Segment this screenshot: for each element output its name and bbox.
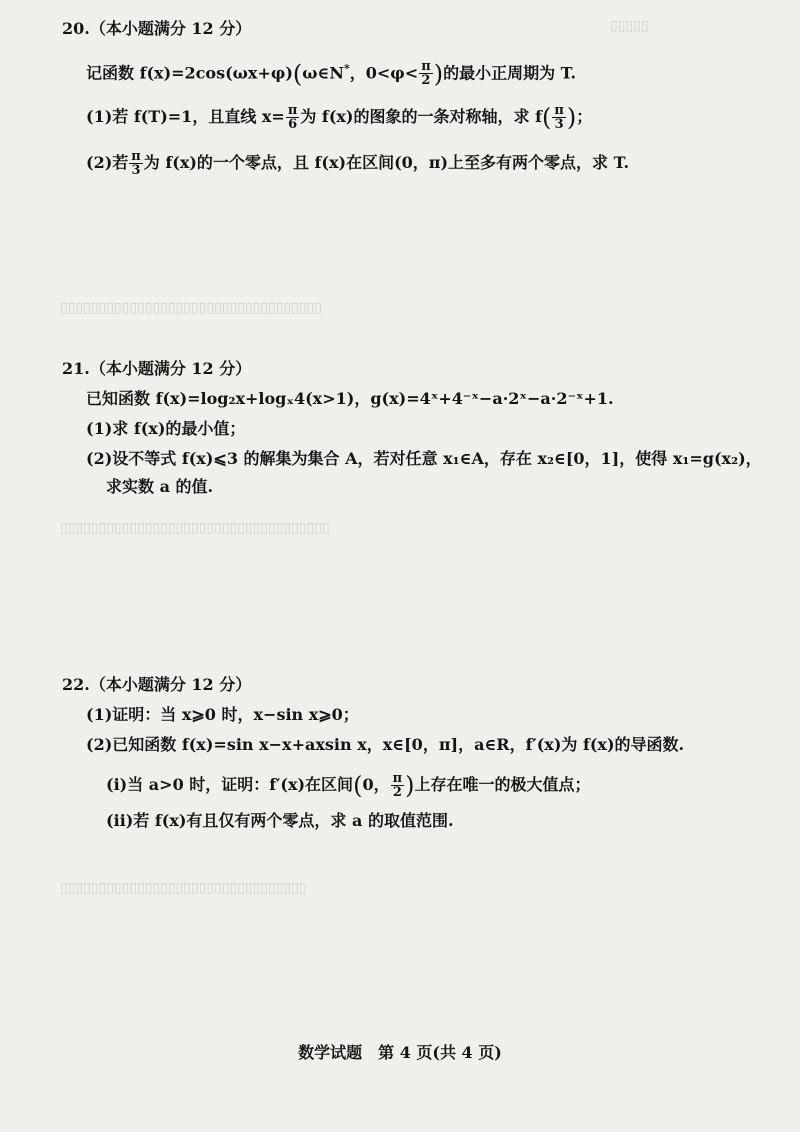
- bleed-through-mark: ▯▯▯▯▯▯▯▯▯▯▯▯▯▯▯▯▯▯▯▯▯▯▯▯▯▯▯▯▯▯▯▯▯▯: [60, 300, 322, 316]
- fraction-pi-over-6: $\frac{\pi}{6}$: [287, 103, 298, 132]
- question-21-part-2-cont: 求实数 a 的值.: [106, 477, 214, 496]
- right-paren: ): [433, 59, 444, 88]
- fraction-pi-over-2: $\frac{\pi}{2}$: [421, 59, 431, 89]
- question-22-header: 22.（本小题满分 12 分）: [62, 675, 252, 694]
- q20-stem-part-b: ω∈N: [302, 63, 344, 83]
- right-paren: ): [405, 771, 415, 800]
- q22-i-text-c: 上存在唯一的极大值点；: [414, 775, 591, 794]
- left-paren: (: [353, 771, 363, 800]
- page-footer: 数学试题 第 4 页(共 4 页): [298, 1043, 502, 1062]
- question-21-stem: 已知函数 f(x)=log₂x+logₓ4(x>1)，g(x)=4ˣ+4⁻ˣ−a·2ˣ−a·2⁻ˣ+1.: [86, 389, 614, 408]
- question-20-header: 20.（本小题满分 12 分）: [62, 19, 252, 38]
- q20-stem-part-a: 记函数 f(x)=2cos(ωx+φ): [86, 63, 293, 83]
- fraction-pi-over-2: $\frac{\pi}{2}$: [392, 771, 403, 800]
- question-22-part-2: (2)已知函数 f(x)=sin x−x+axsin x，x∈[0，π]，a∈R，f′(x)为 f(x)的导函数.: [86, 735, 685, 754]
- q20-stem-part-d: 的最小正周期为 T.: [443, 63, 577, 83]
- q20-part2-text-a: (2)若: [86, 153, 129, 172]
- question-22-part-1: (1)证明：当 x⩾0 时，x−sin x⩾0；: [86, 705, 359, 724]
- left-paren: (: [541, 103, 552, 132]
- q22-i-text-b: 0，: [362, 775, 390, 794]
- left-paren: (: [292, 59, 303, 88]
- question-20-part-1: [86, 104, 592, 131]
- q20-stem-part-c: ，0<φ<: [349, 63, 419, 83]
- question-22-part-2-i: [106, 772, 590, 799]
- q20-part1-text-b: 为 f(x)的图象的一条对称轴，求 f: [300, 107, 542, 126]
- question-21-header: 21.（本小题满分 12 分）: [62, 359, 252, 378]
- question-20-stem: [86, 58, 576, 87]
- question-21-part-2: (2)设不等式 f(x)⩽3 的解集为集合 A，若对任意 x₁∈A，存在 x₂∈[0，1]，使得 x₁=g(x₂)，: [86, 449, 762, 468]
- question-22-part-2-ii: (ⅱ)若 f(x)有且仅有两个零点，求 a 的取值范围.: [106, 811, 454, 830]
- right-paren: ): [566, 103, 577, 132]
- bleed-through-mark: ▯▯▯▯▯▯▯▯▯▯▯▯▯▯▯▯▯▯▯▯▯▯▯▯▯▯▯▯▯▯▯▯▯▯▯: [60, 520, 330, 536]
- question-21-part-1: (1)求 f(x)的最小值；: [86, 419, 246, 438]
- q22-i-text-a: (ⅰ)当 a>0 时，证明：f′(x)在区间: [106, 775, 354, 794]
- q20-part2-text-b: 为 f(x)的一个零点，且 f(x)在区间(0，π)上至多有两个零点，求 T.: [143, 153, 630, 172]
- bleed-through-mark: ▯▯▯▯▯▯▯▯▯▯▯▯▯▯▯▯▯▯▯▯▯▯▯▯▯▯▯▯▯▯▯▯: [60, 880, 307, 896]
- question-20-part-2: [86, 150, 629, 177]
- fraction-pi-over-3: $\frac{\pi}{3}$: [554, 103, 564, 132]
- q20-part1-text-a: (1)若 f(T)=1，且直线 x=: [86, 107, 285, 126]
- q20-star: *: [343, 62, 350, 75]
- bleed-through-mark: ▯▯▯▯▯: [610, 18, 649, 34]
- fraction-pi-over-3: $\frac{\pi}{3}$: [131, 149, 141, 178]
- q20-part1-text-c: ；: [576, 107, 593, 126]
